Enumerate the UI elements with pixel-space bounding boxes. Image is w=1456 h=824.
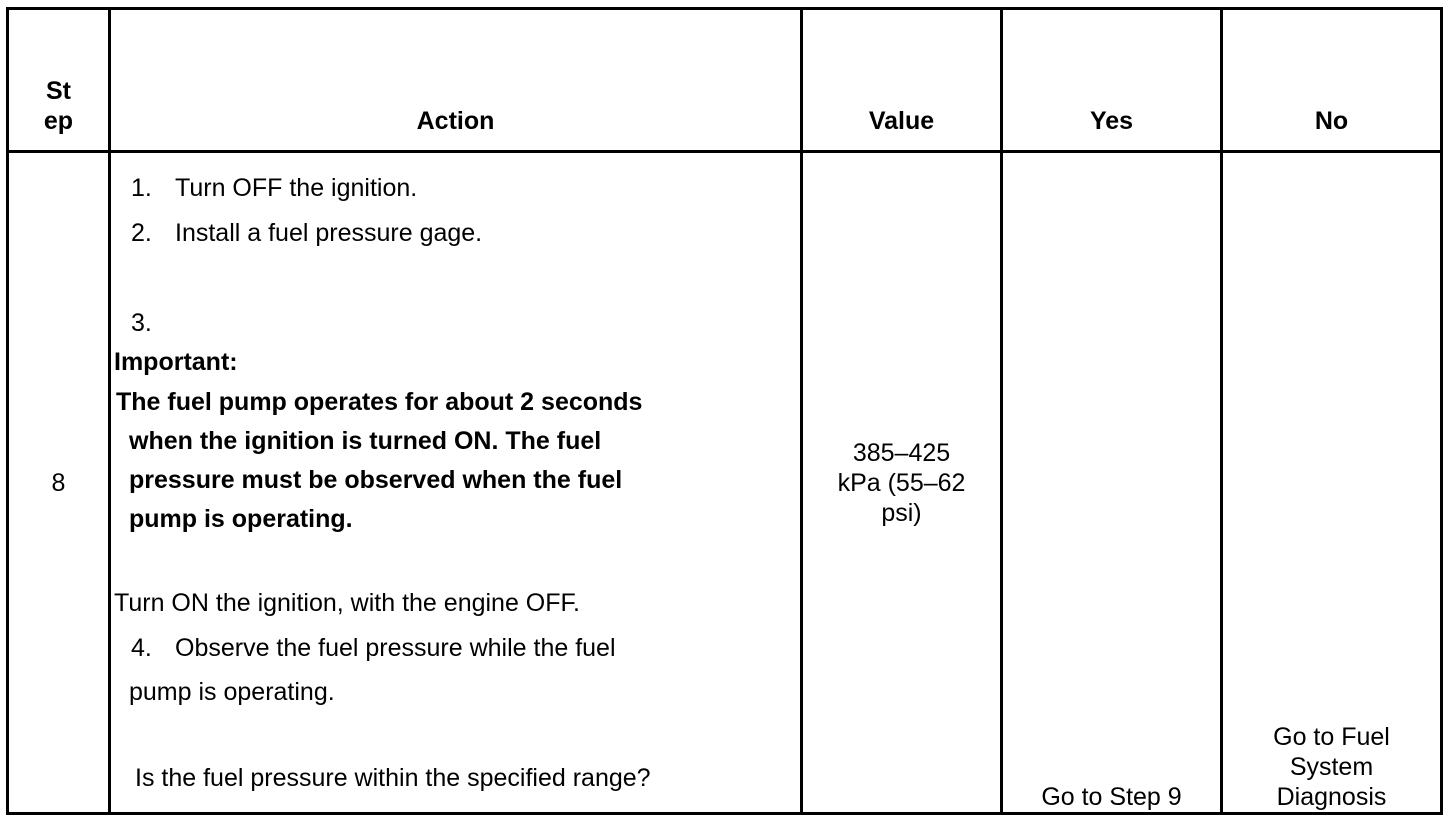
important-note-line-2: when the ignition is turned ON. The fuel (129, 427, 602, 455)
table-header-row (8, 9, 1442, 152)
action-item-3-text: Turn ON the ignition, with the engine OFF. (114, 589, 580, 617)
action-item-4-number: 4. (131, 634, 152, 662)
action-item-1 (131, 173, 417, 203)
value-column-header: Value (802, 9, 1002, 152)
value-line-2: kPa (55–62 (837, 468, 966, 497)
yes-column-header: Yes (1002, 9, 1222, 152)
step-number: 8 (8, 152, 110, 814)
yes-result: Go to Step 9 (1002, 152, 1222, 814)
action-item-4-continued: pump is operating. (129, 678, 335, 706)
table-row (8, 152, 1442, 814)
action-item-2-text: Install a fuel pressure gage. (175, 219, 483, 247)
no-column-header: No (1222, 9, 1442, 152)
important-label: Important: (114, 348, 238, 376)
action-item-4 (131, 633, 616, 663)
diagnostic-step-table (6, 7, 1443, 815)
action-item-2-number: 2. (131, 219, 152, 247)
step-header-line2: ep (43, 107, 74, 135)
action-question: Is the fuel pressure within the specified range? (135, 764, 651, 792)
no-line-2: System (1289, 753, 1374, 781)
no-line-1: Go to Fuel (1273, 723, 1390, 751)
action-column-header: Action (110, 9, 802, 152)
important-note-line-4: pump is operating. (129, 505, 353, 533)
action-item-3-number: 3. (131, 309, 152, 337)
action-item-2 (131, 218, 482, 248)
no-result (1222, 152, 1442, 814)
value-line-3: psi) (881, 498, 922, 527)
no-line-3: Diagnosis (1276, 783, 1387, 811)
action-cell (110, 152, 802, 814)
action-item-4-text: Observe the fuel pressure while the fuel (175, 634, 616, 662)
value-cell (802, 152, 1002, 814)
important-note-line-1: The fuel pump operates for about 2 seconds (116, 388, 643, 416)
action-item-1-number: 1. (131, 174, 152, 202)
step-column-header (8, 9, 110, 152)
value-line-1: 385–425 (852, 438, 951, 467)
action-item-1-text: Turn OFF the ignition. (175, 174, 418, 202)
important-note-line-3: pressure must be observed when the fuel (129, 466, 623, 494)
step-header-line1: St (46, 77, 71, 105)
